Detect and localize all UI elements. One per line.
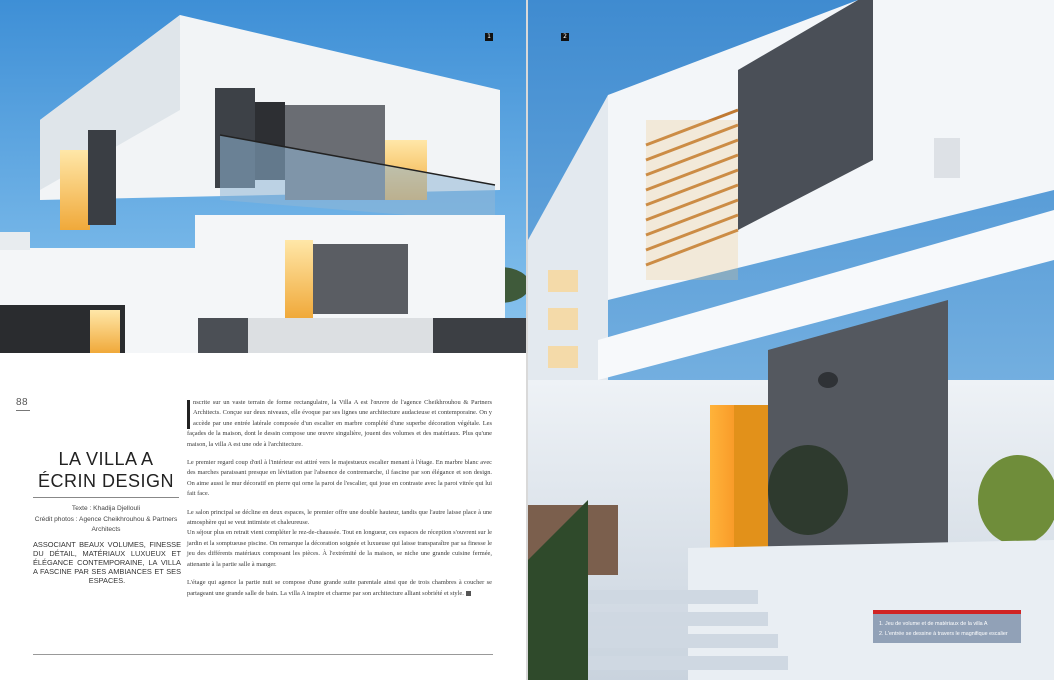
caption-line-1: 1. Jeu de volume et de matériaux de la villa A [879, 621, 988, 627]
villa-facade-illustration [0, 0, 528, 353]
page-gutter [526, 0, 528, 680]
paragraph-text: L'étage qui agence la partie nuit se compose d'une grande suite parentale ainsi que de trois chambres à coucher se partageant une grande salle de bain. La villa A inspire et charme par son architecture alliant sobriété et style. [187, 579, 492, 597]
article-credits [33, 504, 179, 536]
body-paragraph-4: Un séjour plus en retrait vient compléter le rez-de-chaussée. Tout en longueur, ces espaces de réception s'ouvrent sur le jardin et la somptueuse piscine. On remarque la décoration soignée et luxueuse qui laisse transparaître par sa finesse le jeu des différents matériaux composant les pièces. À l'extrémité de la maison, se niche une grande cuisine fermée, attenante à la partie salle à manger. [187, 529, 492, 568]
page-number-rule [16, 410, 30, 411]
end-mark-icon [466, 591, 471, 596]
photo-credit: Crédit photos : Agence Cheikhrouhou & Partners Architects [34, 515, 178, 533]
villa-entrance-illustration [528, 0, 1054, 680]
body-paragraph-1 [187, 398, 492, 450]
body-paragraph-3: Le salon principal se décline en deux espaces, le premier offre une double hauteur, tandis que l'autre laisse place à une atmosphère qui se veut intimiste et chaleureuse. [187, 508, 492, 527]
photo-badge: 2 [561, 33, 569, 41]
article-body [187, 398, 492, 607]
body-paragraph-2: Le premier regard coup d'œil à l'intérieur est attiré vers le majestueux escalier menant à l'étage. En marbre blanc avec des marches paraissant presque en lévitation par l'absence de contremarche, il fascine par son élégance et son design. On aime aussi le mur décoratif en pierre qui orne la paroi de l'escalier, qui joue en contraste avec la paroi vitrée qui lui fait face. [187, 459, 492, 498]
villa-facade-photo [0, 0, 528, 353]
photo-caption [873, 610, 1021, 643]
drop-cap-i [187, 400, 190, 429]
title-line-2: ÉCRIN DESIGN [37, 471, 175, 491]
page-number: 88 [16, 397, 29, 408]
paragraph-text: nscrite sur un vaste terrain de forme rectangulaire, la Villa A est l'œuvre de l'agence Cheikhrouhou & Partners Architects. Conçue sur deux niveaux, elle évoque par ses lignes une architecture audacieuse et contemporaine. On y accède par une entrée latérale composée d'un escalier en marbre complété d'une superbe décoration végétale. Les façades de la maison, dont le dessin compose une œuvre singulière, jouent des volumes et des matériaux. Plus qu'une maison, la villa A est une ode à l'architecture. [187, 399, 492, 448]
body-paragraph-5 [187, 578, 492, 599]
lede-text: ASSOCIANT BEAUX VOLUMES, FINESSE DU DÉTAIL, MATÉRIAUX LUXUEUX ET ÉLÉGANCE CONTEMPORAINE, LA VILLA A FASCINE PAR SES AMBIANCES ET SES ESPACES. [33, 540, 181, 585]
villa-entrance-photo [528, 0, 1054, 680]
caption-line-2: 2. L'entrée se dessine à travers le magnifique escalier [879, 631, 1008, 637]
author-credit: Texte : Khadija Djellouli [71, 505, 141, 512]
photo-badge: 1 [485, 33, 493, 41]
article-title [33, 448, 179, 492]
footer-rule [33, 654, 493, 655]
title-line-1: LA VILLA A [58, 449, 154, 469]
article-lede [33, 540, 181, 585]
title-divider [33, 497, 179, 498]
